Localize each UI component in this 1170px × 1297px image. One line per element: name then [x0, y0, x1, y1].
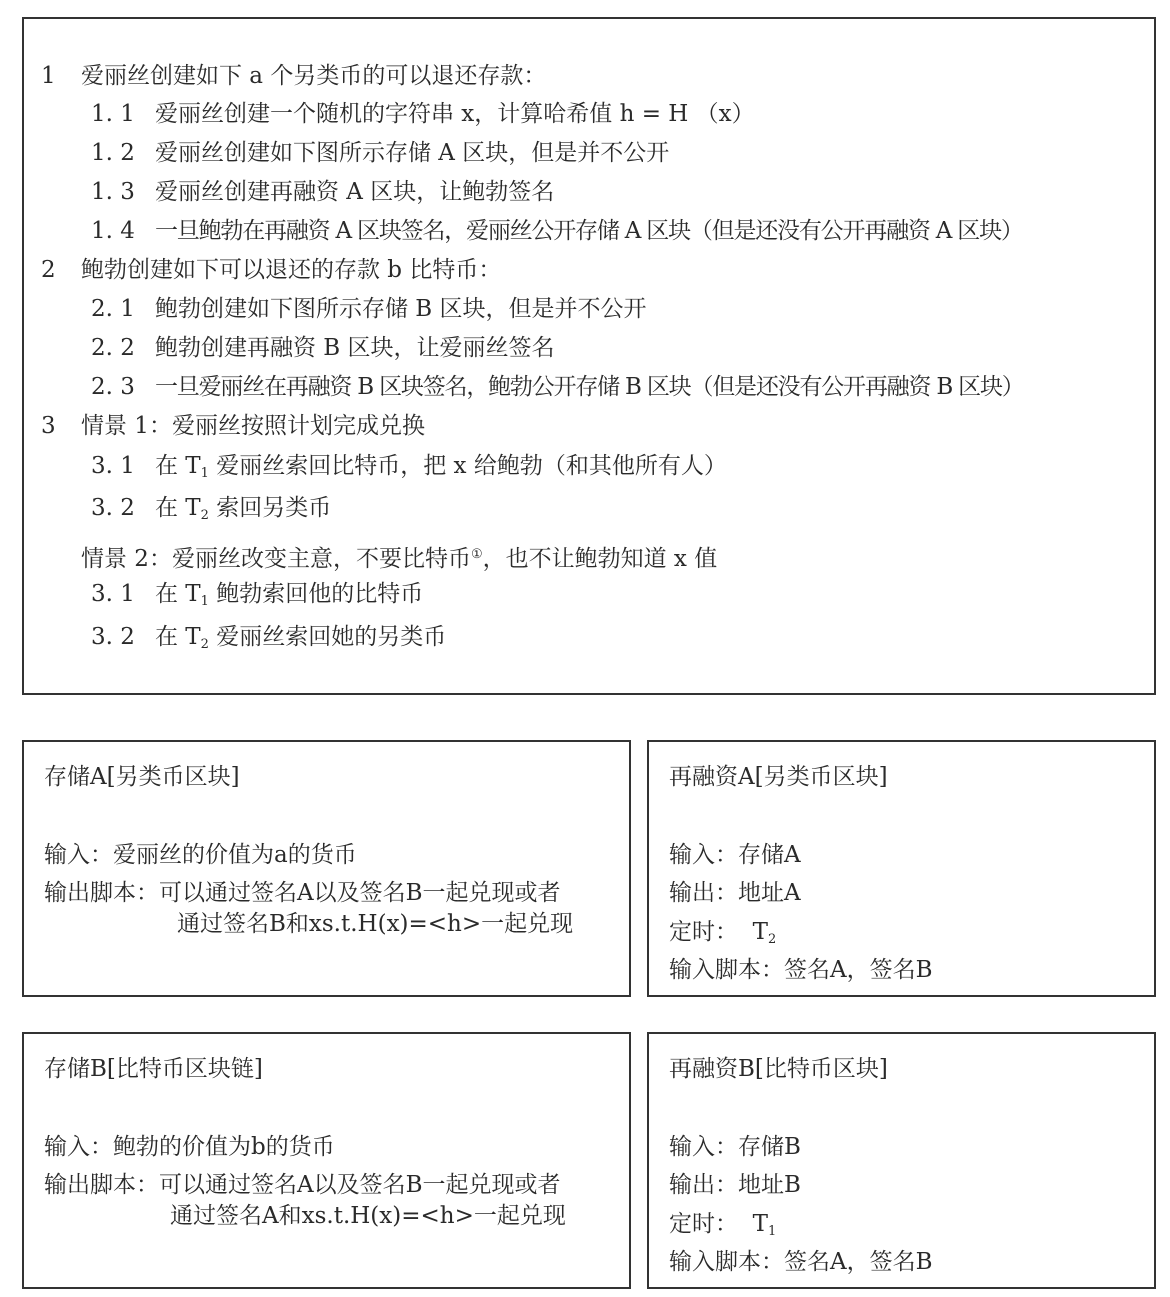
- step-text: 爱丽丝创建再融资 A 区块，让鲍勃签名: [155, 179, 555, 205]
- step-text-pre: 在 T: [155, 624, 201, 650]
- step-text-post: 爱丽丝索回她的另类币: [208, 624, 447, 650]
- subscript: 1: [767, 1224, 777, 1239]
- block-output: 输出：地址A: [669, 880, 801, 906]
- step-number: 3. 2: [91, 624, 135, 650]
- block-output-script: 输出脚本：可以通过签名A以及签名B一起兑现或者: [44, 880, 561, 906]
- step-text: 爱丽丝创建如下 a 个另类币的可以退还存款：: [81, 63, 547, 89]
- step-2: [41, 255, 501, 285]
- step-2-3: [91, 372, 1024, 402]
- block-title: 存储A[另类币区块]: [44, 764, 240, 790]
- block-input: 输入：存储A: [669, 842, 801, 868]
- step-3: [41, 411, 425, 441]
- block-input: 输入：鲍勃的价值为b的货币: [44, 1134, 335, 1160]
- step-text-post: 爱丽丝索回比特币，把 x 给鲍勃（和其他所有人）: [208, 453, 727, 479]
- step-number: 1. 2: [91, 140, 135, 166]
- subscript: 1: [200, 594, 209, 609]
- block-title: 存储B[比特币区块链]: [44, 1056, 263, 1082]
- step-1-2: [91, 138, 669, 168]
- refinance-b-block: [647, 1032, 1156, 1289]
- step-text-post: 鲍勃索回他的比特币: [208, 581, 424, 607]
- step-2-2: [91, 333, 555, 363]
- block-timer: [669, 1205, 776, 1239]
- block-timer: [669, 913, 776, 947]
- subscript: 1: [200, 466, 209, 481]
- step-text-pre: 在 T: [155, 495, 201, 521]
- block-title: 再融资B[比特币区块]: [669, 1056, 888, 1082]
- block-input: 输入：爱丽丝的价值为a的货币: [44, 842, 357, 868]
- step-number: 1. 1: [91, 101, 135, 127]
- subscript: 2: [200, 637, 209, 652]
- step-number: 3: [41, 413, 56, 439]
- step-text: 爱丽丝创建如下图所示存储 A 区块，但是并不公开: [155, 140, 670, 166]
- step-text: 情景 1：爱丽丝按照计划完成兑换: [81, 413, 425, 439]
- steps-box: [22, 17, 1156, 695]
- step-number: 1: [41, 63, 56, 89]
- block-input-script: 输入脚本：签名A，签名B: [669, 957, 933, 983]
- step-text: 鲍勃创建如下可以退还的存款 b 比特币：: [81, 257, 502, 283]
- timer-label: 定时： T: [669, 919, 768, 945]
- step-1: [41, 61, 546, 91]
- step-text: 一旦爱丽丝在再融资 B 区块签名，鲍勃公开存储 B 区块（但是还没有公开再融资 B 区块）: [155, 374, 1024, 400]
- block-output: 输出：地址B: [669, 1172, 801, 1198]
- step-number: 2. 3: [91, 374, 135, 400]
- step-3-1: [91, 451, 727, 489]
- step-3-1-alt: [91, 579, 423, 617]
- step-2-1: [91, 294, 647, 324]
- step-3-2: [91, 493, 331, 531]
- step-text-pre: 在 T: [155, 453, 201, 479]
- step-number: 2: [41, 257, 56, 283]
- step-number: 2. 2: [91, 335, 135, 361]
- block-output-script: 输出脚本：可以通过签名A以及签名B一起兑现或者: [44, 1172, 561, 1198]
- step-number: 1. 3: [91, 179, 135, 205]
- step-number: 3. 1: [91, 581, 135, 607]
- step-number: 1. 4: [91, 218, 135, 244]
- step-number: 2. 1: [91, 296, 135, 322]
- block-title: 再融资A[另类币区块]: [669, 764, 888, 790]
- step-number: 3. 1: [91, 453, 135, 479]
- block-output-script-cont: 通过签名B和xs.t.H(x)=<h>一起兑现: [177, 911, 574, 937]
- step-text: 一旦鲍勃在再融资 A 区块签名，爱丽丝公开存储 A 区块（但是还没有公开再融资 A 区块）: [155, 218, 1023, 244]
- footnote-mark: ①: [470, 547, 483, 562]
- step-1-1: [91, 99, 755, 129]
- step-text: 爱丽丝创建一个随机的字符串 x，计算哈希值 h = H （x）: [155, 101, 755, 127]
- step-text: 鲍勃创建再融资 B 区块，让爱丽丝签名: [155, 335, 555, 361]
- refinance-a-block: [647, 740, 1156, 997]
- step-text: 鲍勃创建如下图所示存储 B 区块，但是并不公开: [155, 296, 647, 322]
- scenario-2: [81, 540, 717, 574]
- step-3-2-alt: [91, 622, 446, 660]
- scenario-text-pre: 情景 2：爱丽丝改变主意，不要比特币: [81, 546, 471, 572]
- step-text-pre: 在 T: [155, 581, 201, 607]
- block-input: 输入：存储B: [669, 1134, 801, 1160]
- block-input-script: 输入脚本：签名A，签名B: [669, 1249, 933, 1275]
- step-text-post: 索回另类币: [208, 495, 332, 521]
- step-1-3: [91, 177, 554, 207]
- step-number: 3. 2: [91, 495, 135, 521]
- block-output-script-cont: 通过签名A和xs.t.H(x)=<h>一起兑现: [170, 1203, 566, 1229]
- subscript: 2: [767, 932, 777, 947]
- step-1-4: [91, 216, 1023, 246]
- store-b-block: [22, 1032, 631, 1289]
- timer-label: 定时： T: [669, 1211, 768, 1237]
- scenario-text-post: ，也不让鲍勃知道 x 值: [482, 546, 718, 572]
- subscript: 2: [200, 508, 209, 523]
- store-a-block: [22, 740, 631, 997]
